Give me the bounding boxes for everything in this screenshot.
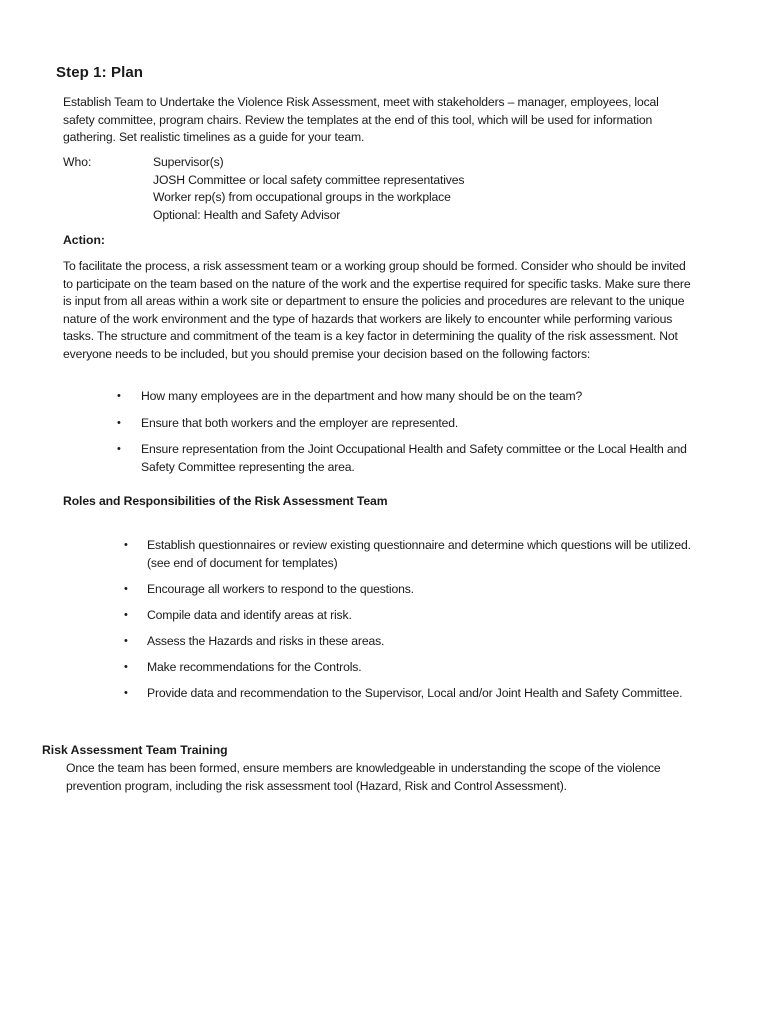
who-item: Worker rep(s) from occupational groups in the workplace [153, 190, 451, 204]
bullet-icon: • [124, 634, 128, 647]
who-item: Optional: Health and Safety Advisor [153, 207, 341, 222]
bullet-icon: • [124, 539, 128, 551]
list-item-text: Ensure representation from the Joint Occupational Health and Safety committee or the Local Health and Safety Committee representing the area. [141, 442, 687, 474]
list-item-text: Compile data and identify areas at risk. [147, 607, 352, 622]
list-item-text: Establish questionnaires or review existing questionnaire and determine which questions will be utilized. (see end of document for templates) [147, 538, 691, 570]
list-item-text: Assess the Hazards and risks in these areas. [147, 633, 385, 648]
list-item [117, 441, 691, 476]
bullet-icon: • [124, 608, 128, 621]
list-item [124, 607, 697, 625]
training-heading: Risk Assessment Team Training [42, 743, 228, 757]
who-list [153, 154, 464, 224]
action-bullet-list [117, 388, 691, 485]
list-item [124, 581, 697, 599]
who-label: Who: [63, 155, 92, 169]
intro-paragraph: Establish Team to Undertake the Violence Risk Assessment, meet with stakeholders – manager, employees, local safety committee, program chairs. Review the templates at the end of this tool, which will be used for information gathering. Set realistic timelines as a guide for your team. [63, 95, 659, 144]
list-item [124, 633, 697, 651]
bullet-icon: • [117, 390, 121, 402]
roles-heading: Roles and Responsibilities of the Risk Assessment Team [63, 494, 388, 508]
training-paragraph: Once the team has been formed, ensure members are knowledgeable in understanding the scope of the violence prevention program, including the risk assessment tool (Hazard, Risk and Control Assessment). [66, 761, 661, 793]
list-item-text: How many employees are in the department and how many should be on the team? [141, 389, 583, 403]
list-item [124, 537, 697, 572]
list-item [117, 415, 691, 433]
action-paragraph: To facilitate the process, a risk assessment team or a working group should be formed. Consider who should be invited to participate on the team based on the nature of the work and the expertise required for specific tasks. Make sure there is input from all areas within a work site or department to ensure the policies and procedures are relevant to the unique nature of the work environment and the type of hazards that workers are likely to encounter while performing various tasks. The structure and commitment of the team is a key factor in determining the quality of the risk assessment. Not everyone needs to be included, but you should premise your decision based on the following factors: [63, 259, 691, 361]
list-item [117, 388, 691, 406]
bullet-icon: • [117, 416, 121, 429]
who-item: Supervisor(s) [153, 155, 224, 169]
list-item-text: Provide data and recommendation to the Supervisor, Local and/or Joint Health and Safety Committee. [147, 685, 683, 700]
list-item-text: Encourage all workers to respond to the questions. [147, 581, 414, 596]
who-item: JOSH Committee or local safety committee representatives [153, 172, 465, 187]
bullet-icon: • [124, 686, 128, 699]
list-item [124, 685, 697, 703]
bullet-icon: • [124, 582, 128, 595]
list-item-text: Make recommendations for the Controls. [147, 659, 362, 674]
list-item [124, 659, 697, 677]
bullet-icon: • [124, 660, 128, 673]
bullet-icon: • [117, 443, 121, 455]
list-item-text: Ensure that both workers and the employer are represented. [141, 415, 459, 430]
roles-bullet-list [124, 537, 697, 711]
page-title: Step 1: Plan [56, 64, 144, 81]
action-label: Action: [63, 233, 105, 247]
